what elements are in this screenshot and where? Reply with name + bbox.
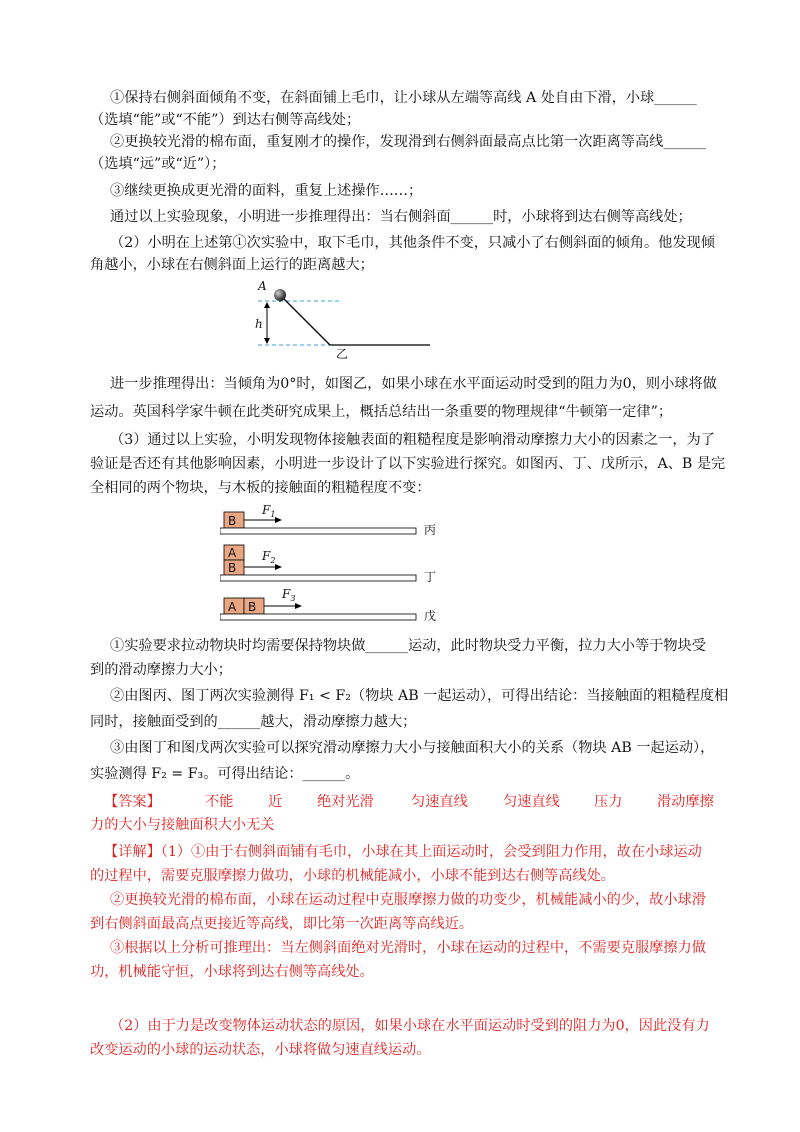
answer-item-6: 压力 (594, 794, 623, 810)
force-arrow-icon (275, 564, 282, 570)
q-line-17: 同时，接触面受到的______越大，滑动摩擦力越大； (90, 714, 417, 730)
q-line-6: 通过以上实验现象，小明进一步推理得出：当右侧斜面______时，小球将到达右侧等高线处； (110, 209, 692, 225)
svg-text:A: A (228, 546, 237, 560)
detail-line-1: 【详解】（1）①由于右侧斜面铺有毛巾，小球在其上面运动时，会受到阻力作用，故在小球运动 (104, 844, 702, 860)
answer-item-4: 匀速直线 (411, 794, 468, 810)
board (220, 575, 416, 581)
fig-bing-caption: 丙 (424, 523, 437, 537)
force-label: $F_3$ (282, 587, 296, 603)
figure-bing (220, 500, 450, 540)
board (220, 614, 416, 620)
q-line-2: （选填“能”或“不能”）到达右侧等高线处； (90, 112, 361, 128)
detail-line-7: （2）由于力是改变物体运动状态的原因，如果小球在水平面运动时受到的阻力为0，因此没有力 (110, 1018, 710, 1034)
q-line-15: 到的滑动摩擦力大小； (90, 662, 232, 678)
point-a-label: A (258, 279, 267, 293)
q-line-10: 运动。英国科学家牛顿在此类研究成果上，概括总结出一条重要的物理规律“牛顿第一定律”； (90, 404, 673, 420)
q-line-7: （2）小明在上述第①次实验中，取下毛巾，其他条件不变，只减小了右侧斜面的倾角。他发现倾 (110, 235, 715, 251)
q-line-3: ②更换较光滑的棉布面，重复刚才的操作，发现滑到右侧斜面最高点比第一次距离等高线______ (110, 134, 706, 150)
force-arrow-icon (275, 517, 282, 523)
q-line-11: （3）通过以上实验，小明发现物体接触表面的粗糙程度是影响滑动摩擦力大小的因素之一，为了 (110, 432, 715, 448)
incline-line (280, 295, 330, 345)
fig-yi-caption: 乙 (336, 347, 349, 360)
q-line-18: ③由图丁和图戊两次实验可以探究滑动摩擦力大小与接触面积大小的关系（物块 AB 一起运动）， (110, 740, 715, 756)
answer-tag: 【答案】 (104, 794, 161, 810)
ball-icon (274, 289, 286, 301)
q-line-4: （选填“远”或“近”）； (90, 156, 226, 172)
answer-item-3: 绝对光滑 (317, 794, 374, 810)
detail-line-6: 功，机械能守恒，小球将到达右侧等高线处。 (90, 964, 374, 980)
force-label: $F_1$ (262, 503, 276, 519)
q-line-8: 角越小，小球在右侧斜面上运行的距离越大； (90, 257, 374, 273)
q-line-14: ①实验要求拉动物块时均需要保持物块做______运动，此时物块受力平衡，拉力大小等于物块受 (110, 638, 706, 654)
answer-item-2: 近 (268, 794, 283, 810)
answer-item-7: 滑动摩擦 (657, 794, 714, 810)
detail-line-4: 到右侧斜面最高点更接近等高线，即比第一次距离等高线近。 (90, 916, 474, 932)
figure-wu (220, 586, 450, 626)
svg-text:B: B (248, 600, 257, 614)
figure-ding (220, 540, 450, 588)
answer-continued: 力的大小与接触面积大小无关 (90, 817, 275, 833)
q-line-13: 全相同的两个物块，与木板的接触面的粗糙程度不变： (90, 480, 431, 496)
detail-line-8: 改变运动的小球的运动状态，小球将做匀速直线运动。 (90, 1042, 431, 1058)
svg-text:A: A (228, 600, 237, 614)
answer-item-5: 匀速直线 (503, 794, 560, 810)
fig-ding-caption: 丁 (424, 570, 437, 584)
q-line-9: 进一步推理得出：当倾角为0°时，如图乙，如果小球在水平面运动时受到的阻力为0，则小球将做 (110, 376, 717, 392)
board (220, 528, 416, 534)
q-line-16: ②由图丙、图丁两次实验测得 F₁ < F₂（物块 AB 一起运动），可得出结论：当接触面的粗糙程度相 (110, 688, 729, 704)
q-line-5: ③继续更换成更光滑的面料，重复上述操作……； (110, 183, 423, 199)
figure-yi (240, 274, 440, 360)
q-line-1: ①保持右侧斜面倾角不变，在斜面铺上毛巾，让小球从左端等高线 A 处自由下滑，小球______ (110, 90, 697, 106)
detail-line-5: ③根据以上分析可推理出：当左侧斜面绝对光滑时，小球在运动的过程中，不需要克服摩擦力做 (110, 940, 706, 956)
detail-line-3: ②更换较光滑的棉布面，小球在运动过程中克服摩擦力做的功变少，机械能减小的少，故小球滑 (110, 892, 706, 908)
svg-text:B: B (228, 514, 237, 528)
detail-line-2: 的过程中，需要克服摩擦力做功，小球的机械能减小，小球不能到达右侧等高线处。 (90, 868, 615, 884)
force-arrow-icon (295, 603, 302, 609)
fig-wu-caption: 戊 (424, 609, 437, 623)
svg-text:B: B (228, 561, 237, 575)
height-label: h (255, 317, 263, 331)
force-label: $F_2$ (262, 549, 276, 565)
q-line-19: 实验测得 F₂ = F₃。可得出结论：______。 (90, 766, 360, 782)
q-line-12: 验证是否还有其他影响因素，小明进一步设计了以下实验进行探究。如图丙、丁、戊所示，A、B 是完 (90, 456, 726, 472)
answer-item-1: 不能 (205, 794, 234, 810)
